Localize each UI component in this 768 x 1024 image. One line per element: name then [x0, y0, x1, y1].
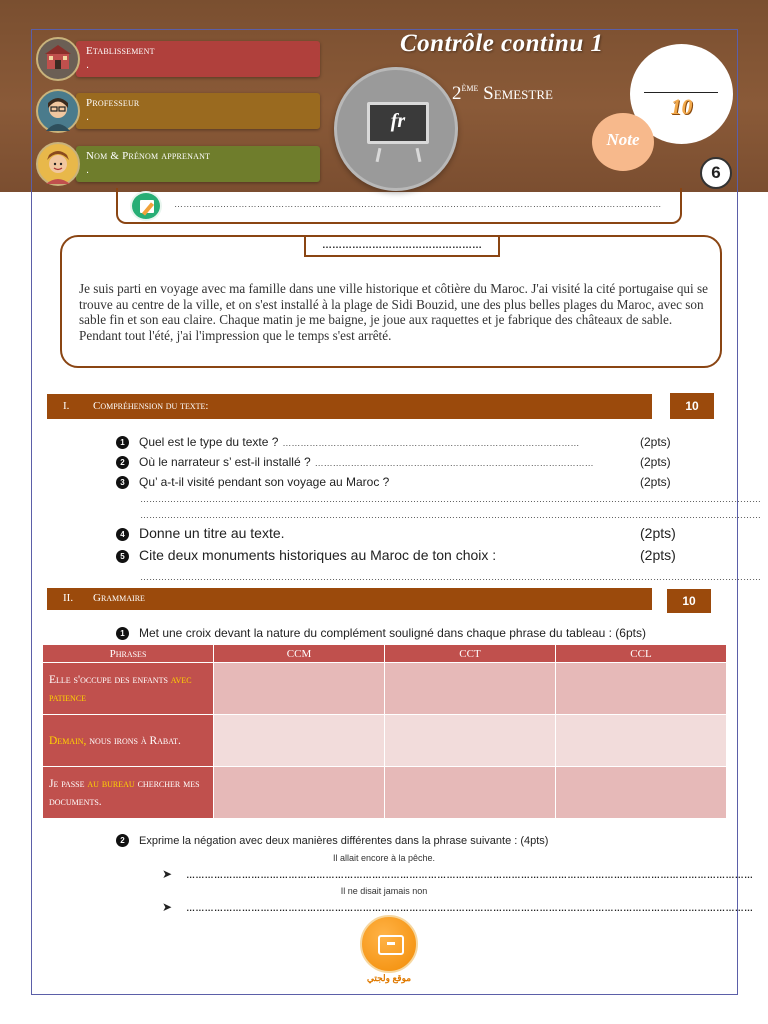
table-header-row	[43, 645, 727, 663]
header-banner	[0, 0, 768, 192]
ccm-cell[interactable]	[214, 767, 385, 819]
question-points: (2pts)	[640, 435, 671, 449]
student-icon	[36, 142, 80, 186]
question-points: (2pts)	[640, 547, 676, 563]
field-bar[interactable]	[76, 41, 320, 77]
page-number: 6	[700, 157, 732, 189]
cct-cell[interactable]	[385, 767, 556, 819]
cct-cell[interactable]	[385, 663, 556, 715]
answer-line[interactable]: ………………………………………………………………………………………………………………………………………………………………………………………	[140, 572, 761, 582]
negation-sentence-2: Il ne disait jamais non	[340, 886, 428, 896]
section-number: II.	[63, 592, 74, 604]
grammar-question-1: 1 Met une croix devant la nature du complément souligné dans chaque phrase du tableau : (6pts)	[116, 626, 646, 640]
answer-line[interactable]: ………………………………………………………………………………………………………………………………………………………………………………………	[140, 510, 761, 520]
ccl-cell[interactable]	[556, 767, 727, 819]
field-label: Nom & Prénom apprenant	[86, 150, 211, 162]
answer-dots[interactable]: ………………………………………………………………………………………	[282, 438, 580, 448]
subject-badge	[334, 67, 458, 191]
question-1: 1 Quel est le type du texte ? ………………………………………………………………………………………	[116, 435, 579, 449]
question-4: 4 Donne un titre au texte.	[116, 525, 285, 541]
table-row	[43, 715, 727, 767]
section-score: 10	[670, 393, 714, 419]
question-3: 3 Qu’ a-t-il visité pendant son voyage au Maroc ?	[116, 475, 389, 489]
answer-dots[interactable]: …………………………………………………………………………………	[314, 458, 594, 468]
table-row	[43, 663, 727, 715]
field-bar[interactable]	[76, 93, 320, 129]
ccl-cell[interactable]	[556, 715, 727, 767]
answer-line[interactable]: ➤ …………………………………………………………………………………………………………………………………………………………………	[162, 900, 754, 914]
pencil-icon	[130, 191, 162, 221]
note-badge	[592, 113, 654, 171]
field-value: .	[86, 59, 90, 71]
field-bar[interactable]	[76, 146, 320, 182]
arrow-icon: ➤	[162, 900, 173, 914]
negation-sentence-1: Il allait encore à la pêche.	[332, 853, 436, 863]
table-header: CCM	[214, 645, 385, 663]
ccm-cell[interactable]	[214, 663, 385, 715]
section-label: Compréhension du texte:	[93, 400, 209, 412]
section-score: 10	[667, 589, 711, 613]
field-professeur	[36, 89, 326, 131]
phrase-cell: Elle s'occupe des enfants avec patience	[43, 663, 214, 715]
section-comprehension	[47, 394, 652, 419]
question-5: 5 Cite deux monuments historiques au Maroc de ton choix :	[116, 547, 496, 563]
subject-label: fr	[390, 110, 406, 132]
question-points: (2pts)	[640, 525, 676, 541]
field-nom-prenom	[36, 142, 326, 184]
arrow-icon: ➤	[162, 867, 173, 881]
school-icon	[36, 37, 80, 81]
field-etablissement	[36, 37, 326, 79]
page-title: Contrôle continu 1	[400, 30, 604, 57]
text-title-field[interactable]: …………………………………………	[304, 235, 500, 257]
question-2: 2 Où le narrateur s’ est-il installé ? …………………………………………………………………………………	[116, 455, 594, 469]
text-passage-box	[60, 235, 722, 368]
table-header: CCT	[385, 645, 556, 663]
section-number: I.	[63, 400, 70, 412]
cct-cell[interactable]	[385, 715, 556, 767]
field-label: Professeur	[86, 97, 140, 109]
archive-box-icon	[378, 935, 404, 955]
section-grammaire	[47, 588, 652, 610]
field-value: .	[86, 111, 90, 123]
table-row	[43, 767, 727, 819]
phrase-cell: Demain, nous irons à Rabat.	[43, 715, 214, 767]
table-header: CCL	[556, 645, 727, 663]
ccm-cell[interactable]	[214, 715, 385, 767]
field-value: .	[86, 164, 90, 176]
phrase-cell: Je passe au bureau chercher mes documents.	[43, 767, 214, 819]
question-points: (2pts)	[640, 455, 671, 469]
note-label: Note	[606, 130, 640, 149]
score-line	[644, 92, 718, 93]
question-points: (2pts)	[640, 475, 671, 489]
site-logo[interactable]	[360, 915, 418, 973]
text-passage: Je suis parti en voyage avec ma famille dans une ville historique et côtière du Maroc. J'ai visité la cité portugaise qui se trouve au centre de la ville, et on s'est installé à la plage de Sidi Bouzid, une des plus belles plages du Maroc, avec son sable fin et son eau claire. Chaque matin je me baigne, je joue aux raquettes et je fabrique des châteaux de sable. Pendant tout l'été, j'ai l'impression que le temps s'est arrêté.	[79, 281, 708, 343]
ccl-cell[interactable]	[556, 663, 727, 715]
grammar-question-2: 2 Exprime la négation avec deux manières différentes dans la phrase suivante : (4pts)	[116, 834, 548, 847]
answer-line[interactable]: ➤ …………………………………………………………………………………………………………………………………………………………………	[162, 867, 754, 881]
complement-table	[42, 644, 727, 819]
site-logo-text: موقع ولجتي	[366, 973, 412, 983]
name-dots: ……………………………………………………………………………………………………………………………………………	[174, 199, 662, 209]
field-label: Etablissement	[86, 45, 155, 57]
teacher-icon	[36, 89, 80, 133]
semester-label: 2ème Semestre	[452, 82, 553, 104]
table-header: Phrases	[43, 645, 214, 663]
answer-name-field[interactable]	[116, 188, 682, 224]
chalkboard-icon	[367, 102, 429, 144]
section-label: Grammaire	[93, 592, 145, 604]
answer-line[interactable]: ………………………………………………………………………………………………………………………………………………………………………………………	[140, 494, 761, 504]
score-total: 10	[670, 94, 693, 119]
